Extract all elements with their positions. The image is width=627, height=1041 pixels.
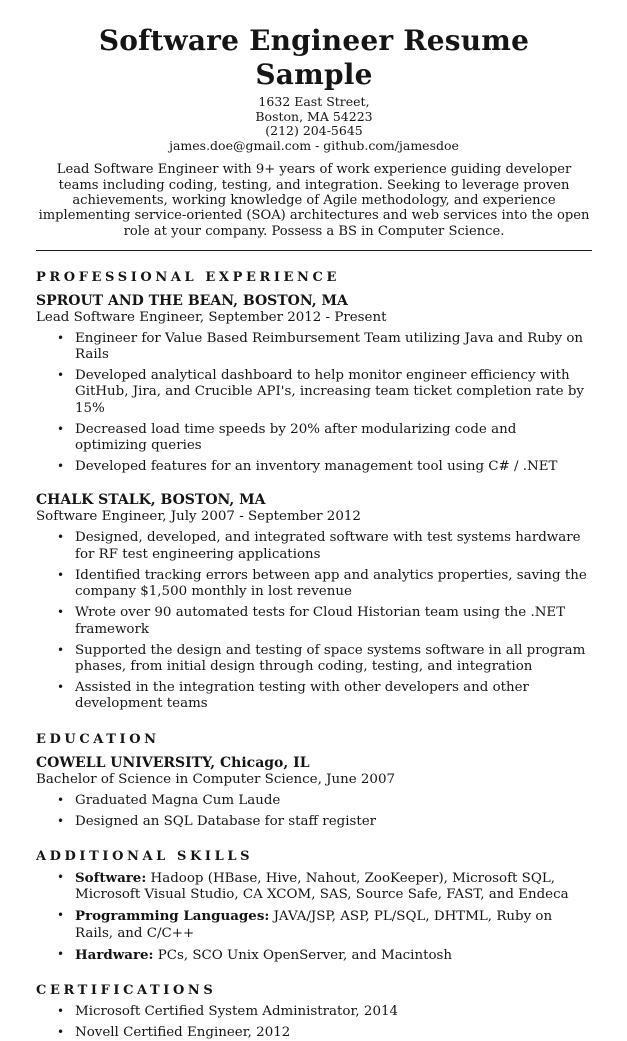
summary-paragraph: Lead Software Engineer with 9+ years of work experience guiding developer teams including coding, testing, and integration. Seeking to leverage proven achievements, working knowledge of Agile methodology, and experience implementing service-oriented (SOA) architectures and web services into the open role at your company. Possess a BS in Computer Science. [38,162,590,239]
skill-label: Hardware: [75,946,154,963]
section-heading-additional-skills: ADDITIONAL SKILLS [36,848,254,864]
contact-address-street: 1632 East Street, [258,94,370,109]
skill-text: JAVA/JSP, ASP, PL/SQL, DHTML, Ruby on Rails, and C/C++ [75,909,553,941]
job-company: CHALK STALK, BOSTON, MA [36,492,266,509]
bullet-item: • Developed analytical dashboard to help monitor engineer efficiency with GitHub, Jira, and Crucible API's, increasing team ticket completion rate by 15% [36,368,592,417]
bullet-item: • Designed an SQL Database for staff register [36,814,592,830]
school-name: COWELL UNIVERSITY, Chicago, IL [36,754,310,771]
bullet-item: • Supported the design and testing of space systems software in all program phases, from initial design through coding, testing, and integration [36,643,592,675]
education-entry [36,755,592,830]
bullet-item: • Designed, developed, and integrated software with test systems hardware for RF test engineering applications [36,530,592,562]
education-bullet-list [36,793,592,830]
degree-line: Bachelor of Science in Computer Science, June 2007 [36,771,395,787]
certifications-bullet-list [36,1004,592,1041]
resume-header [36,24,592,153]
skill-item [36,908,592,941]
bullet-item: • Wrote over 90 automated tests for Cloud Historian team using the .NET framework [36,605,592,637]
certification-item: • Microsoft Certified System Administrator, 2014 [36,1004,592,1020]
bullet-item: • Decreased load time speeds by 20% after modularizing code and optimizing queries [36,422,592,454]
contact-email-github: james.doe@gmail.com - github.com/jamesdoe [169,137,459,153]
bullet-item: • Engineer for Value Based Reimbursement Team utilizing Java and Ruby on Rails [36,331,592,363]
skill-item [36,947,592,964]
section-heading-professional-experience: PROFESSIONAL EXPERIENCE [36,269,340,285]
skill-text: PCs, SCO Unix OpenServer, and Macintosh [153,947,453,963]
job-title-dates: Software Engineer, July 2007 - September 2012 [36,509,361,525]
job-bullet-list [36,331,592,476]
certification-item: • Novell Certified Engineer, 2012 [36,1025,592,1041]
bullet-item: • Developed features for an inventory management tool using C# / .NET [36,459,592,475]
bullet-item: • Assisted in the integration testing with other developers and other development teams [36,680,592,712]
resume-title: Software Engineer Resume Sample [98,24,530,91]
contact-phone: (212) 204-5645 [265,123,363,139]
job-title-dates: Lead Software Engineer, September 2012 - Present [36,309,387,325]
section-heading-certifications: CERTIFICATIONS [36,982,217,998]
skills-bullet-list [36,870,592,964]
skill-text: Hadoop (HBase, Hive, Nahout, ZooKeeper), Microsoft SQL, Microsoft Visual Studio, CA XCOM, SAS, Source Safe, FAST, and Endeca [75,870,569,903]
skill-item [36,870,592,903]
job-entry [36,492,592,712]
skill-label: Programming Languages: [75,908,270,925]
job-bullet-list [36,530,592,712]
skill-label: Software: [75,869,147,886]
section-heading-education: EDUCATION [36,731,160,747]
job-entry [36,293,592,476]
bullet-item: • Graduated Magna Cum Laude [36,793,592,809]
job-company: SPROUT AND THE BEAN, BOSTON, MA [36,292,348,309]
contact-address-city: Boston, MA 54223 [255,108,373,124]
section-divider [36,250,592,251]
bullet-item: • Identified tracking errors between app and analytics properties, saving the company $1,500 monthly in lost revenue [36,568,592,600]
